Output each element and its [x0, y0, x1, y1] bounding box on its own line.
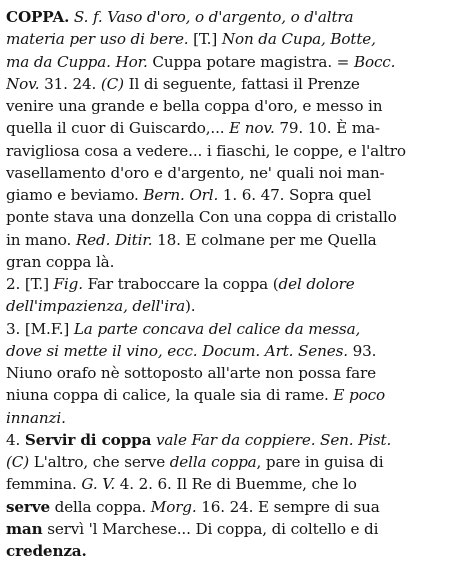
entry-text-segment: L'altro, che serve	[29, 453, 170, 471]
entry-text-segment: dell'impazienza, dell'ira	[6, 297, 185, 316]
entry-text-segment: , pare in guisa di	[256, 453, 384, 471]
entry-line	[6, 27, 468, 51]
entry-text-segment: [T.]	[188, 30, 222, 49]
entry-line	[6, 406, 468, 430]
entry-text-segment: ravigliosa cosa a vedere... i fiaschi, le coppe, e l'altro	[6, 141, 406, 160]
entry-text-segment: Fig.	[53, 275, 83, 293]
entry-line	[6, 294, 468, 318]
entry-text-segment: materia per uso di bere.	[6, 30, 189, 49]
entry-line	[6, 205, 468, 229]
entry-text-segment: 4. 2. 6. Il Re di Buemme, che lo	[115, 475, 357, 494]
entry-text-segment: Servir di coppa	[24, 430, 152, 449]
entry-text-segment: Non da Cupa, Botte,	[221, 30, 376, 49]
entry-line	[6, 517, 468, 541]
entry-line	[6, 339, 468, 363]
entry-text-segment: venire una grande e bella coppa d'oro, e messo in	[6, 97, 383, 115]
entry-text-segment: 93.	[347, 341, 377, 360]
entry-text-segment: ponte stava una donzella Con una coppa di cristallo	[6, 208, 397, 227]
entry-line	[6, 50, 468, 74]
entry-line	[6, 428, 468, 452]
entry-text-segment: Hor.	[110, 52, 153, 71]
entry-text-segment: femmina.	[6, 475, 82, 494]
entry-text-segment: 18. E colmane per me Quella	[152, 230, 377, 249]
entry-text-segment: (C)	[6, 453, 30, 471]
entry-line	[6, 383, 468, 407]
entry-line	[6, 450, 468, 474]
entry-line	[6, 539, 468, 563]
entry-line	[6, 228, 468, 252]
entry-text-segment: servì 'l Marchese... Di coppa, di coltello e di	[42, 519, 379, 538]
entry-text-segment: man	[6, 519, 43, 538]
entry-text-segment: 16. 24. E sempre di sua	[196, 497, 380, 516]
entry-text-segment: innanzi.	[6, 408, 66, 427]
entry-text-segment: Cuppa potare magistra. =	[152, 52, 354, 71]
entry-line	[6, 361, 468, 385]
entry-text-segment: Far traboccare la coppa (	[82, 275, 279, 293]
entry-text-segment: della coppa.	[49, 497, 151, 516]
entry-line	[6, 472, 468, 496]
entry-line	[6, 72, 468, 96]
entry-text-segment: 2. [T.]	[6, 275, 54, 293]
entry-text-segment: ).	[185, 297, 196, 316]
entry-text-segment: S. f. Vaso d'oro, o d'argento, o d'altra	[69, 8, 354, 26]
entry-text-segment: E poco	[333, 386, 385, 405]
entry-text-segment: Bern. Orl.	[143, 186, 219, 204]
entry-text-segment: 31. 24.	[39, 74, 101, 93]
entry-line	[6, 495, 468, 519]
entry-text-segment: del dolore	[278, 275, 355, 293]
entry-line	[6, 139, 468, 163]
entry-text-segment: niuna coppa di calice, la quale sia di rame.	[6, 386, 334, 405]
entry-text-segment: quella il cuor di Guiscardo,...	[6, 119, 230, 138]
entry-text-segment: Nov.	[6, 74, 40, 93]
entry-text-segment: G. V.	[81, 475, 116, 494]
entry-text-segment: Niuno orafo nè sottoposto all'arte non possa fare	[6, 364, 376, 382]
entry-text-segment: E nov.	[229, 119, 275, 138]
entry-text-segment: 4.	[6, 430, 25, 449]
entry-text-segment: Bocc.	[353, 52, 396, 71]
entry-text-segment: Il di seguente, fattasi il Prenze	[123, 74, 360, 93]
entry-text-segment: gran coppa là.	[6, 252, 115, 271]
entry-text-segment: 79. 10. È ma-	[274, 119, 380, 138]
entry-text-segment: della coppa	[169, 453, 257, 471]
entry-text-segment: 3. [M.F.]	[6, 319, 74, 338]
entry-line	[6, 272, 468, 296]
entry-text-segment: (C)	[100, 74, 124, 93]
entry-line	[6, 94, 468, 118]
entry-text-segment: vasellamento d'oro e d'argento, ne' quali noi man-	[6, 163, 385, 182]
entry-text-segment: La parte concava del calice da messa,	[73, 319, 361, 338]
entry-text-segment: giamo e beviamo.	[6, 186, 144, 204]
entry-text-segment: dove si mette il vino, ecc. Docum. Art. Senes.	[6, 341, 348, 360]
entry-text-segment: Red. Ditir.	[75, 230, 153, 249]
entry-line	[6, 317, 468, 341]
entry-text-segment: vale Far da coppiere. Sen. Pist.	[151, 430, 392, 449]
entry-text-segment: Morg.	[150, 497, 197, 516]
entry-line	[6, 116, 468, 140]
entry-line	[6, 161, 468, 185]
entry-text-segment: COPPA.	[6, 8, 70, 26]
entry-line	[6, 183, 468, 207]
entry-text-segment: credenza.	[6, 542, 87, 560]
entry-line	[6, 5, 468, 29]
entry-text-segment: in mano.	[6, 230, 76, 249]
entry-text-segment: serve	[6, 497, 50, 516]
entry-text-segment: ma da Cuppa.	[6, 52, 111, 71]
entry-line	[6, 250, 468, 274]
entry-text-segment: 1. 6. 47. Sopra quel	[218, 186, 372, 204]
